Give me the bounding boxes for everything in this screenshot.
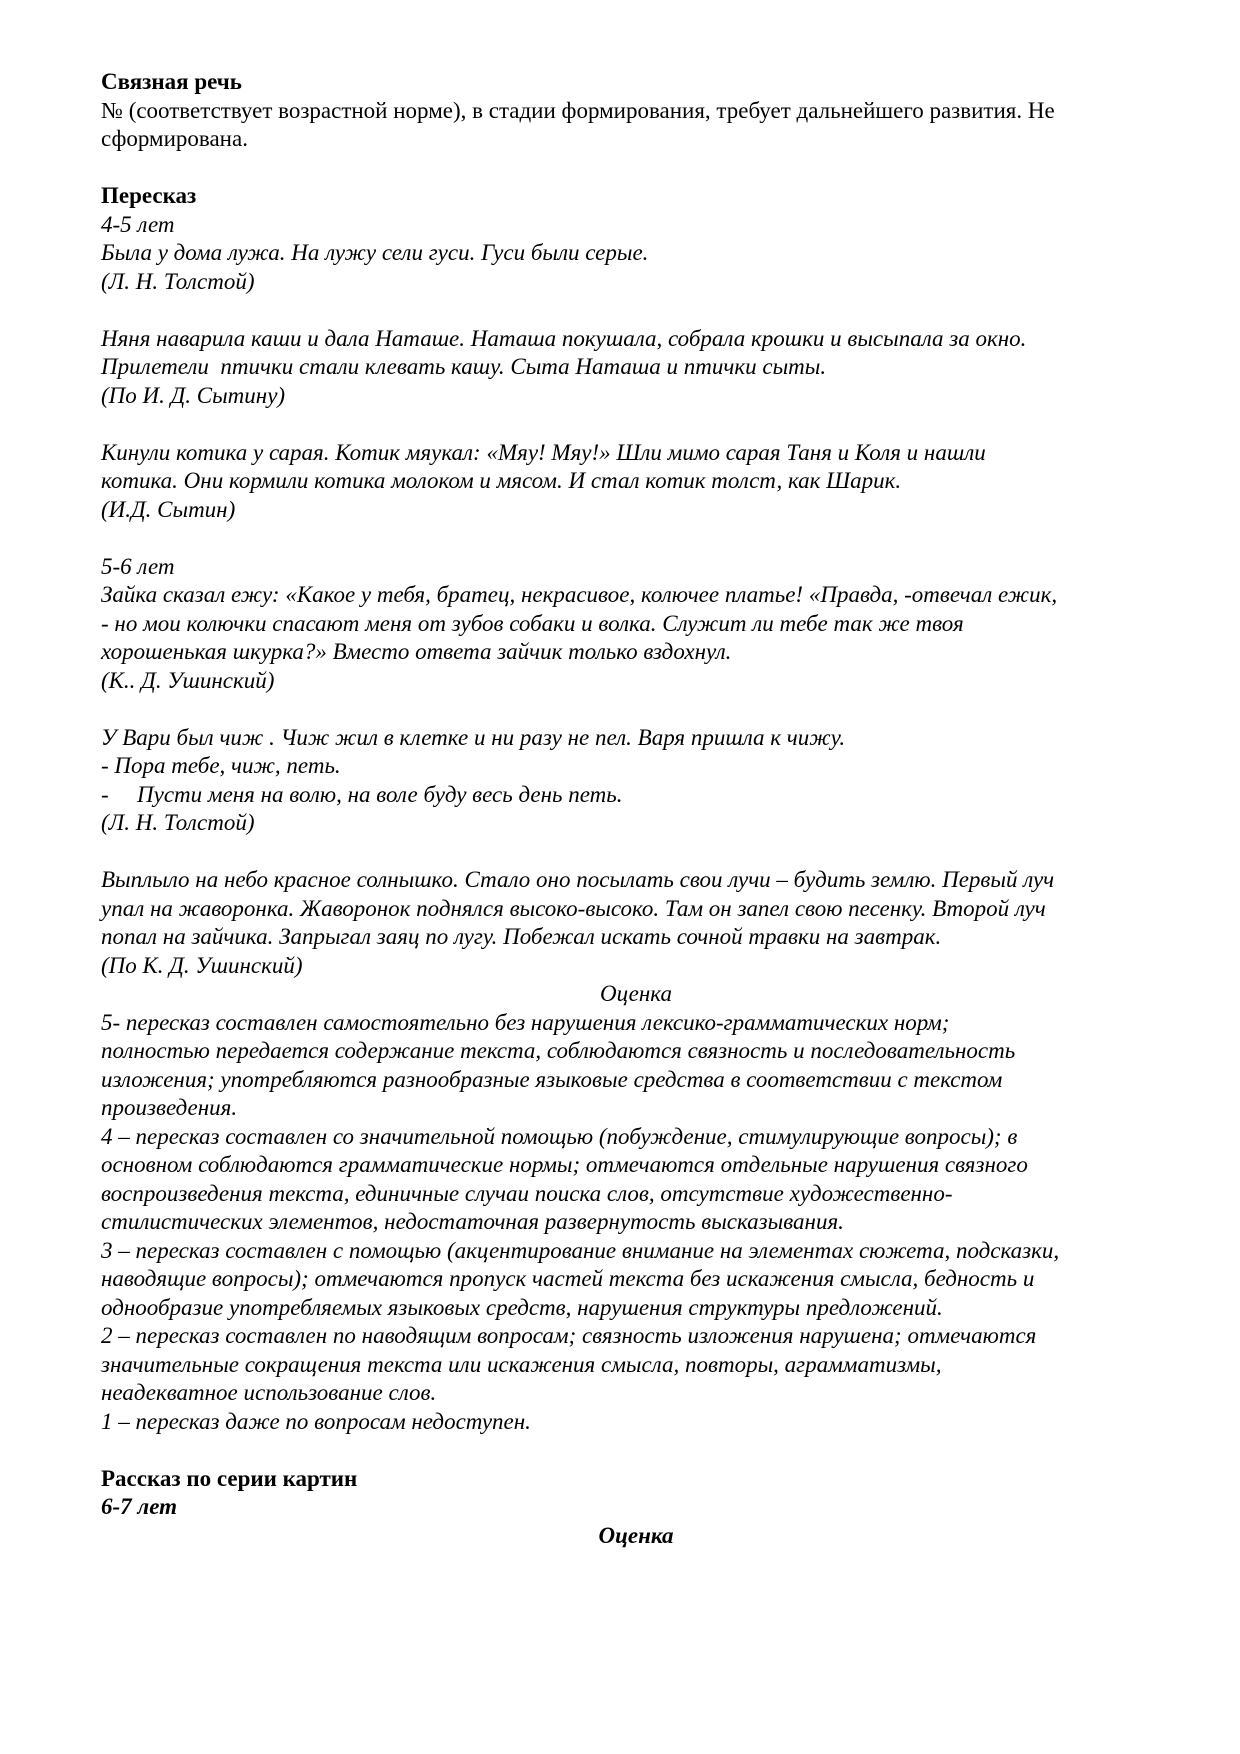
paragraph-line: № (соответствует возрастной норме), в стадии формирования, требует дальнейшего развития. Не [101,97,1055,123]
grading-line: воспроизведения текста, единичные случаи поиска слов, отсутствие художественно- [101,1180,953,1206]
story-line: Зайка сказал ежу: «Какое у тебя, братец, некрасивое, колючее платье! «Правда, -отвечал ежик, [101,582,1058,607]
grading-line: стилистических элементов, недостаточная развернутость высказывания. [101,1209,844,1234]
story-line: Кинули котика у сарая. Котик мяукал: «Мяу! Мяу!» Шли мимо сарая Таня и Коля и нашли [101,439,986,465]
grading-line: однообразие употребляемых языковых средств, нарушения структуры предложений. [101,1294,943,1320]
story-dialogue-list-item [101,781,1171,810]
age-group-5-6: 5-6 лет [101,553,175,579]
story-dialogue-line: - Пора тебе, чиж, петь. [101,753,341,778]
story-line: У Вари был чиж . Чиж жил в клетке и ни разу не пел. Варя пришла к чижу. [101,724,846,750]
age-group-6-7: 6-7 лет [101,1494,178,1519]
grading-line: 1 – пересказ даже по вопросам недоступен. [101,1408,531,1434]
grading-title-picture-story: Оценка [598,1522,674,1548]
age-group-4-5: 4-5 лет [101,211,175,237]
story-line: Прилетели птички стали клевать кашу. Сыта Наташа и птички сыты. [101,354,827,379]
story-line: Была у дома лужа. На лужу сели гуси. Гуси были серые. [101,240,649,265]
grading-line: основном соблюдаются грамматические нормы; отмечаются отдельные нарушения связного [101,1152,1028,1177]
section-heading-connected-speech: Связная речь [101,69,242,94]
document-page [101,68,1171,1550]
grading-line: полностью передается содержание текста, соблюдаются связность и последовательность [101,1038,1016,1063]
story-author: (И.Д. Сытин) [101,496,236,522]
grading-line: 2 – пересказ составлен по наводящим вопросам; связность изложения нарушена; отмечаются [101,1323,1037,1348]
grading-title: Оценка [600,981,672,1006]
grading-line: 4 – пересказ составлен со значительной помощью (побуждение, стимулирующие вопросы); в [101,1123,1018,1149]
grading-line: 3 – пересказ составлен с помощью (акцентирование внимание на элементах сюжета, подсказки, [101,1237,1060,1263]
story-author: (Л. Н. Толстой) [101,268,255,294]
story-line: попал на зайчика. Запрыгал заяц по лугу. Побежал искать сочной травки на завтрак. [101,924,942,949]
story-line: Выплыло на небо красное солнышко. Стало оно посылать свои лучи – будить землю. Первый луч [101,867,1055,892]
story-author: (К.. Д. Ушинский) [101,667,275,693]
story-line: хорошенькая шкурка?» Вместо ответа зайчик только вздохнул. [101,639,732,664]
section-heading-retelling: Пересказ [101,183,197,208]
paragraph-line: сформирована. [101,126,248,151]
story-author: (По К. Д. Ушинский) [101,952,303,978]
grading-line: 5- пересказ составлен самостоятельно без нарушения лексико-грамматических норм; [101,1009,950,1035]
grading-line: изложения; употребляются разнообразные языковые средства в соответствии с текстом [101,1066,1003,1092]
story-line: котика. Они кормили котика молоком и мясом. И стал котик толст, как Шарик. [101,468,902,493]
list-dash: - [101,781,109,807]
story-author: (По И. Д. Сытину) [101,382,286,408]
story-line: - но мои колючки спасают меня от зубов собаки и волка. Служит ли тебе так же твоя [101,610,964,636]
story-author: (Л. Н. Толстой) [101,810,255,835]
story-line: упал на жаворонка. Жаворонок поднялся высоко-высоко. Там он запел свою песенку. Второй луч [101,895,1046,921]
grading-line: произведения. [101,1095,238,1120]
section-heading-picture-story: Рассказ по серии картин [101,1465,358,1491]
story-line: Няня наварила каши и дала Наташе. Наташа покушала, собрала крошки и высыпала за окно. [101,325,1027,351]
grading-line: наводящие вопросы); отмечаются пропуск частей текста без искажения смысла, бедность и [101,1266,1035,1291]
grading-line: неадекватное использование слов. [101,1380,437,1405]
grading-line: значительные сокращения текста или искажения смысла, повторы, аграмматизмы, [101,1351,942,1377]
story-dialogue-line: Пусти меня на волю, на воле буду весь день петь. [137,781,623,807]
